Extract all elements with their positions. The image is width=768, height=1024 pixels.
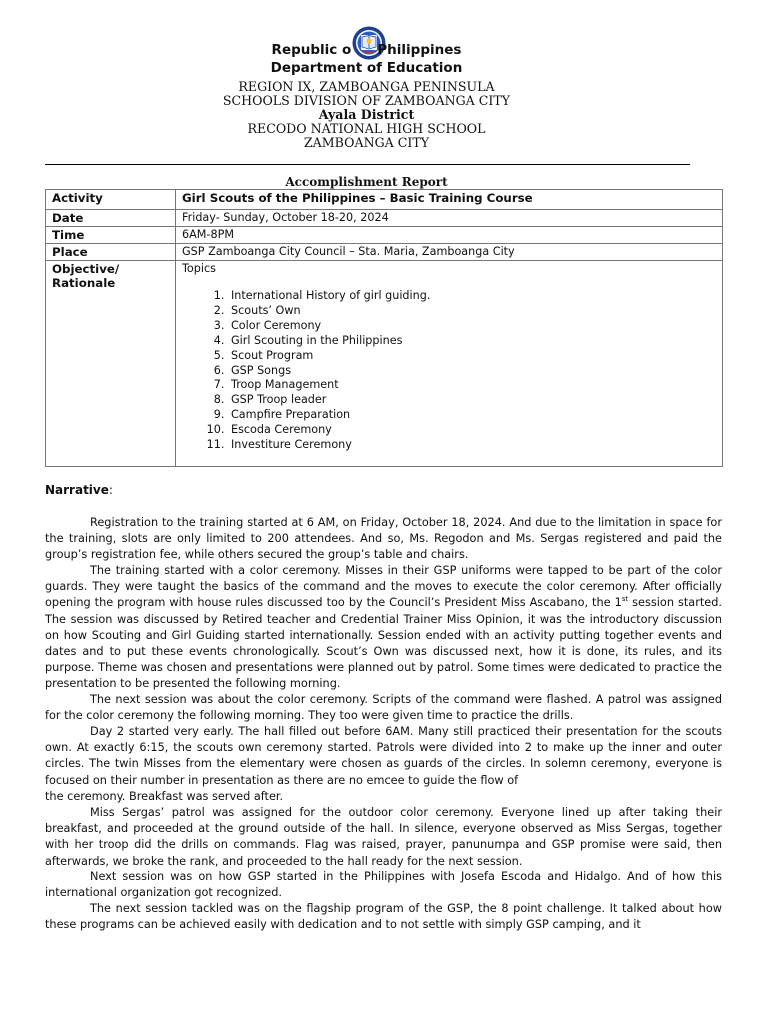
list-item: 11. Investiture Ceremony bbox=[228, 438, 716, 453]
objective-value bbox=[176, 261, 723, 467]
table-row bbox=[46, 227, 723, 244]
narrative-heading bbox=[45, 483, 113, 497]
activity-value: Girl Scouts of the Philippines – Basic Training Course bbox=[176, 190, 723, 210]
time-value: 6AM-8PM bbox=[176, 227, 723, 244]
list-item: 10. Escoda Ceremony bbox=[228, 423, 716, 438]
list-item: 6. GSP Songs bbox=[228, 364, 716, 379]
table-row bbox=[46, 244, 723, 261]
paragraph-text: session started. The session was discussed by Retired teacher and Credential Trainer Miss Opinion, it was the introductory discussion on how Scouting and Girl Guiding started internationally. Session ended with an activity putting together events and dates and to put these events chronologically. Scout’s Own was discussed next, how it is done, its rules, and its purpose. Theme was chosen and presentations were planned out by patrol. Some times were dedicated to practice the presentation to be presented the following morning. bbox=[45, 596, 722, 691]
place-label: Place bbox=[46, 244, 176, 261]
topics-label: Topics bbox=[182, 262, 216, 275]
department-name: Department of Education bbox=[270, 60, 463, 76]
narrative-paragraph-2 bbox=[45, 563, 722, 693]
list-item: 9. Campfire Preparation bbox=[228, 408, 716, 423]
city-name: ZAMBOANGA CITY bbox=[303, 135, 430, 150]
narrative-paragraph-7 bbox=[45, 901, 722, 933]
republic-line bbox=[0, 42, 733, 59]
list-item: 4. Girl Scouting in the Philippines bbox=[228, 334, 716, 349]
narrative-colon: : bbox=[108, 483, 113, 497]
division-name: SCHOOLS DIVISION OF ZAMBOANGA CITY bbox=[222, 93, 511, 108]
objective-label-line1: Objective/ bbox=[52, 262, 120, 276]
paragraph-text: The next session tackled was on the flagship program of the GSP, the 8 point challenge. It talked about how these programs can be achieved easily with dedication and to not settle with simply GSP camping, and it bbox=[45, 902, 722, 932]
district-name: Ayala District bbox=[318, 107, 415, 122]
list-item: 2. Scouts’ Own bbox=[228, 304, 716, 319]
republic-tail-text: Philippines bbox=[377, 42, 462, 58]
narrative-title: Narrative bbox=[45, 483, 109, 497]
list-item: 5. Scout Program bbox=[228, 349, 716, 364]
region-name: REGION IX, ZAMBOANGA PENINSULA bbox=[238, 79, 495, 94]
paragraph-text: The next session was about the color ceremony. Scripts of the command were flashed. A patrol was assigned for the color ceremony the following morning. They too were given time to practice the drills. bbox=[45, 693, 722, 723]
republic-text: Republic o bbox=[271, 42, 352, 58]
school-name: RECODO NATIONAL HIGH SCHOOL bbox=[247, 121, 486, 136]
paragraph-text: Next session was on how GSP started in the Philippines with Josefa Escoda and Hidalgo. And of how this international organization got recognized. bbox=[45, 870, 722, 900]
activity-info-table bbox=[45, 189, 723, 467]
narrative-paragraph-3 bbox=[45, 692, 722, 724]
date-label: Date bbox=[46, 210, 176, 227]
narrative-paragraph-5 bbox=[45, 805, 722, 870]
paragraph-text: The training started with a color ceremony. Misses in their GSP uniforms were tapped to be part of the color guards. They were taught the basics of the command and the moves to execute the color ceremony. After officially opening the program with house rules discussed too by the Council’s President Miss Ascabano, the 1 bbox=[45, 564, 722, 610]
list-item: 7. Troop Management bbox=[228, 378, 716, 393]
list-item: 8. GSP Troop leader bbox=[228, 393, 716, 408]
objective-label bbox=[46, 261, 176, 467]
list-item: 1. International History of girl guiding. bbox=[228, 289, 716, 304]
superscript: st bbox=[621, 595, 629, 604]
table-row bbox=[46, 261, 723, 467]
table-row bbox=[46, 190, 723, 210]
list-item: 3. Color Ceremony bbox=[228, 319, 716, 334]
date-value: Friday- Sunday, October 18-20, 2024 bbox=[176, 210, 723, 227]
narrative-paragraph-6 bbox=[45, 869, 722, 901]
narrative-paragraph-4-end: the ceremony. Breakfast was served after. bbox=[45, 790, 284, 803]
paragraph-text: Registration to the training started at 6 AM, on Friday, October 18, 2024. And due to the limitation in space for the training, slots are only limited to 200 attendees. And so, Ms. Regodon and Ms. Sergas registered and paid the group’s registration fee, while others secured the group’s table and chairs. bbox=[45, 516, 722, 562]
table-row bbox=[46, 210, 723, 227]
time-label: Time bbox=[46, 227, 176, 244]
paragraph-text: Day 2 started very early. The hall filled out before 6AM. Many still practiced their presentation for the scouts own. At exactly 6:15, the scouts own ceremony started. Patrols were divided into 2 to make up the inner and outer circles. The twin Misses from the elementary were chosen as guards of the circles. In solemn ceremony, everyone is focused on their number in presentation as there are no emcee to guide the flow of bbox=[45, 725, 722, 787]
header-divider bbox=[45, 164, 690, 165]
report-title: Accomplishment Report bbox=[285, 175, 448, 189]
objective-label-line2: Rationale bbox=[52, 276, 116, 290]
activity-label: Activity bbox=[46, 190, 176, 210]
narrative-paragraph-4 bbox=[45, 724, 722, 789]
narrative-paragraph-1 bbox=[45, 515, 722, 564]
place-value: GSP Zamboanga City Council – Sta. Maria, Zamboanga City bbox=[176, 244, 723, 261]
topics-list bbox=[182, 289, 716, 453]
paragraph-text: Miss Sergas’ patrol was assigned for the outdoor color ceremony. Everyone lined up after taking their breakfast, and proceeded at the ground outside of the hall. In silence, everyone observed as Miss Sergas, together with her troop did the drills on commands. Flag was raised, prayer, panunumpa and GSP promise were said, then afterwards, we broke the rank, and proceeded to the hall ready for the next session. bbox=[45, 806, 722, 868]
